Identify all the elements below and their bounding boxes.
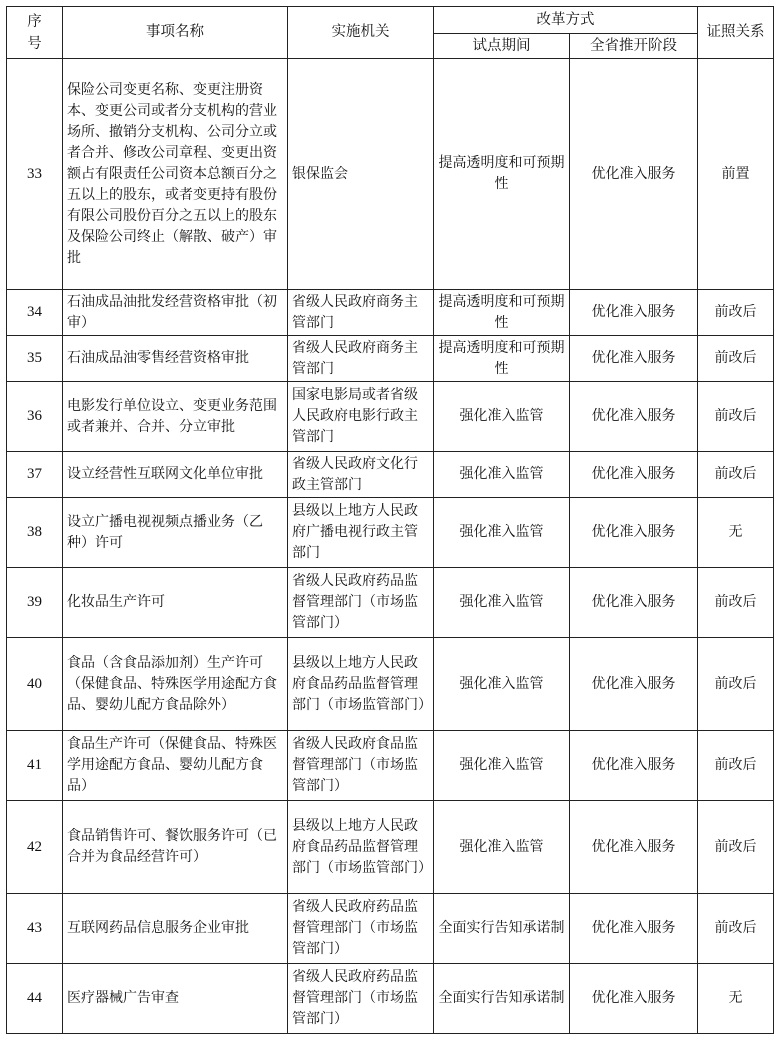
relation-cell: 前改后	[698, 638, 774, 731]
agency-cell: 省级人民政府商务主管部门	[288, 290, 434, 336]
table-row	[7, 498, 774, 568]
relation-cell: 前改后	[698, 894, 774, 964]
table-row	[7, 964, 774, 1034]
relation-cell: 前改后	[698, 290, 774, 336]
pilot-cell: 强化准入监管	[434, 452, 570, 498]
relation-cell: 无	[698, 498, 774, 568]
item-name-cell: 食品（含食品添加剂）生产许可（保健食品、特殊医学用途配方食品、婴幼儿配方食品除外）	[63, 638, 288, 731]
table-row	[7, 452, 774, 498]
agency-cell: 省级人民政府药品监督管理部门（市场监管部门）	[288, 568, 434, 638]
relation-cell: 前改后	[698, 336, 774, 382]
item-name-cell: 互联网药品信息服务企业审批	[63, 894, 288, 964]
header-relation: 证照关系	[698, 7, 774, 59]
table-row	[7, 568, 774, 638]
pilot-cell: 全面实行告知承诺制	[434, 894, 570, 964]
seq-cell: 44	[7, 964, 63, 1034]
table-row	[7, 290, 774, 336]
province-cell: 优化准入服务	[570, 59, 698, 290]
item-name-cell: 设立经营性互联网文化单位审批	[63, 452, 288, 498]
table-row	[7, 894, 774, 964]
agency-cell: 省级人民政府文化行政主管部门	[288, 452, 434, 498]
seq-cell: 41	[7, 731, 63, 801]
relation-cell: 前置	[698, 59, 774, 290]
header-name: 事项名称	[63, 7, 288, 59]
province-cell: 优化准入服务	[570, 336, 698, 382]
province-cell: 优化准入服务	[570, 498, 698, 568]
agency-cell: 银保监会	[288, 59, 434, 290]
agency-cell: 省级人民政府食品监督管理部门（市场监管部门）	[288, 731, 434, 801]
province-cell: 优化准入服务	[570, 638, 698, 731]
item-name-cell: 食品销售许可、餐饮服务许可（已合并为食品经营许可）	[63, 801, 288, 894]
seq-cell: 39	[7, 568, 63, 638]
item-name-cell: 保险公司变更名称、变更注册资本、变更公司或者分支机构的营业场所、撤销分支机构、公司分立或者合并、修改公司章程、变更出资额占有限责任公司资本总额百分之五以上的股东，或者变更持有股份有限公司股份百分之五以上的股东及保险公司终止（解散、破产）审批	[63, 59, 288, 290]
pilot-cell: 全面实行告知承诺制	[434, 964, 570, 1034]
header-reform: 改革方式	[434, 7, 698, 34]
header-row-top	[7, 7, 774, 34]
province-cell: 优化准入服务	[570, 964, 698, 1034]
header-agency: 实施机关	[288, 7, 434, 59]
province-cell: 优化准入服务	[570, 894, 698, 964]
seq-cell: 37	[7, 452, 63, 498]
table-row	[7, 336, 774, 382]
province-cell: 优化准入服务	[570, 731, 698, 801]
item-name-cell: 电影发行单位设立、变更业务范围或者兼并、合并、分立审批	[63, 382, 288, 452]
relation-cell: 前改后	[698, 452, 774, 498]
relation-cell: 前改后	[698, 382, 774, 452]
pilot-cell: 强化准入监管	[434, 498, 570, 568]
province-cell: 优化准入服务	[570, 382, 698, 452]
seq-cell: 34	[7, 290, 63, 336]
item-name-cell: 医疗器械广告审查	[63, 964, 288, 1034]
pilot-cell: 提高透明度和可预期性	[434, 336, 570, 382]
pilot-cell: 强化准入监管	[434, 568, 570, 638]
pilot-cell: 强化准入监管	[434, 731, 570, 801]
header-seq: 序 号	[7, 7, 63, 59]
item-name-cell: 石油成品油零售经营资格审批	[63, 336, 288, 382]
agency-cell: 省级人民政府药品监督管理部门（市场监管部门）	[288, 964, 434, 1034]
agency-cell: 县级以上地方人民政府食品药品监督管理部门（市场监管部门）	[288, 638, 434, 731]
agency-cell: 省级人民政府商务主管部门	[288, 336, 434, 382]
header-pilot: 试点期间	[434, 34, 570, 59]
item-name-cell: 食品生产许可（保健食品、特殊医学用途配方食品、婴幼儿配方食品）	[63, 731, 288, 801]
table-row	[7, 382, 774, 452]
relation-cell: 前改后	[698, 731, 774, 801]
agency-cell: 省级人民政府药品监督管理部门（市场监管部门）	[288, 894, 434, 964]
table-row	[7, 638, 774, 731]
reform-items-table	[6, 6, 774, 1034]
pilot-cell: 提高透明度和可预期性	[434, 59, 570, 290]
province-cell: 优化准入服务	[570, 452, 698, 498]
item-name-cell: 设立广播电视视频点播业务（乙种）许可	[63, 498, 288, 568]
seq-cell: 38	[7, 498, 63, 568]
agency-cell: 县级以上地方人民政府食品药品监督管理部门（市场监管部门）	[288, 801, 434, 894]
pilot-cell: 强化准入监管	[434, 638, 570, 731]
table-row	[7, 59, 774, 290]
province-cell: 优化准入服务	[570, 801, 698, 894]
relation-cell: 前改后	[698, 801, 774, 894]
item-name-cell: 石油成品油批发经营资格审批（初审）	[63, 290, 288, 336]
pilot-cell: 提高透明度和可预期性	[434, 290, 570, 336]
seq-cell: 40	[7, 638, 63, 731]
agency-cell: 县级以上地方人民政府广播电视行政主管部门	[288, 498, 434, 568]
table-row	[7, 731, 774, 801]
seq-cell: 33	[7, 59, 63, 290]
item-name-cell: 化妆品生产许可	[63, 568, 288, 638]
province-cell: 优化准入服务	[570, 290, 698, 336]
agency-cell: 国家电影局或者省级人民政府电影行政主管部门	[288, 382, 434, 452]
province-cell: 优化准入服务	[570, 568, 698, 638]
seq-cell: 35	[7, 336, 63, 382]
header-province: 全省推开阶段	[570, 34, 698, 59]
table-row	[7, 801, 774, 894]
relation-cell: 前改后	[698, 568, 774, 638]
seq-cell: 36	[7, 382, 63, 452]
seq-cell: 43	[7, 894, 63, 964]
pilot-cell: 强化准入监管	[434, 801, 570, 894]
seq-cell: 42	[7, 801, 63, 894]
pilot-cell: 强化准入监管	[434, 382, 570, 452]
relation-cell: 无	[698, 964, 774, 1034]
